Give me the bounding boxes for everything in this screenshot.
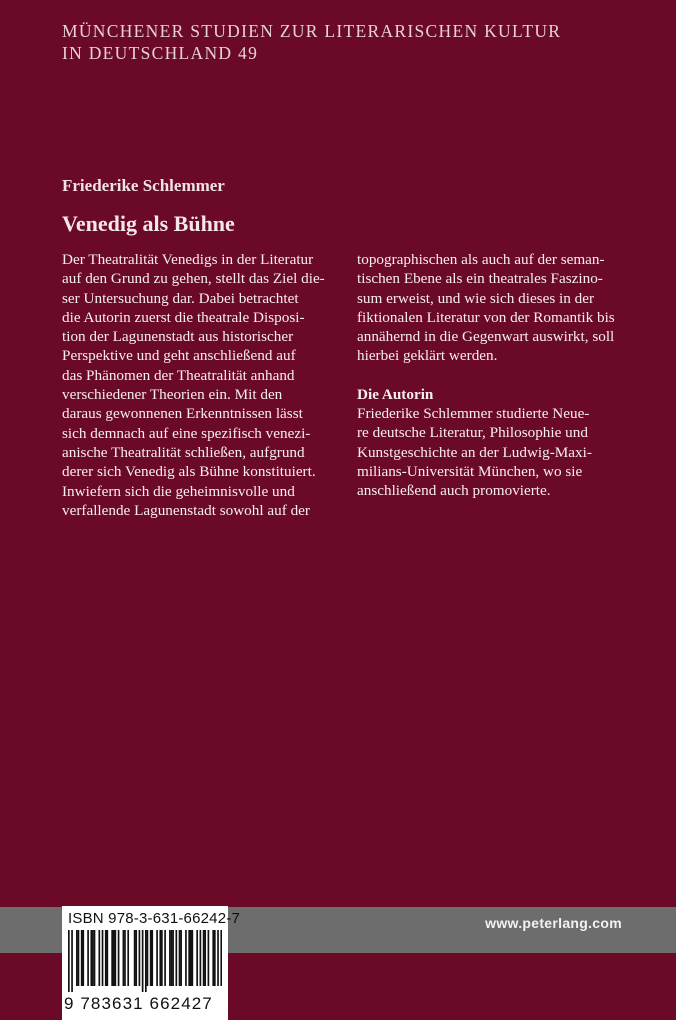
blurb-line: Perspektive und geht anschließend auf <box>62 347 296 365</box>
blurb-line: das Phänomen der Theatralität anhand <box>62 366 295 384</box>
blurb-line: anische Theatralität schließen, aufgrund <box>62 443 305 461</box>
author-bio-line: Friederike Schlemmer studierte Neue- <box>357 405 590 423</box>
author-bio-heading: Die Autorin <box>357 385 434 403</box>
author-bio-line: milians-Universität München, wo sie <box>357 462 583 480</box>
author-bio-line: Kunstgeschichte an der Ludwig-Maxi- <box>357 443 592 461</box>
author-bio-line: anschließend auch promovierte. <box>357 482 551 500</box>
blurb-line: sich demnach auf eine spezifisch venezi- <box>62 424 311 442</box>
blurb-line: derer sich Venedig als Bühne konstituiert. <box>62 463 316 481</box>
blurb-line: daraus gewonnenen Erkenntnissen lässt <box>62 405 303 423</box>
blurb-line: tion der Lagunenstadt aus historischer <box>62 328 294 346</box>
isbn-barcode <box>62 906 241 1020</box>
blurb-line: fiktionalen Literatur von der Romantik bis <box>357 308 615 326</box>
series-title <box>62 20 642 64</box>
blurb-line: auf den Grund zu gehen, stellt das Ziel die- <box>62 270 325 288</box>
blurb-right-column <box>357 250 637 501</box>
blurb-line: verschiedener Theorien ein. Mit den <box>62 386 283 404</box>
blurb-line: tischen Ebene als ein theatrales Faszino- <box>357 270 603 288</box>
series-title-line-1: MÜNCHENER STUDIEN ZUR LITERARISCHEN KULTUR <box>62 21 562 41</box>
blurb-line: Inwiefern sich die geheimnisvolle und <box>62 482 295 500</box>
author-bio-line: re deutsche Literatur, Philosophie und <box>357 424 588 442</box>
isbn-label: ISBN 978-3-631-66242-7 <box>68 910 241 927</box>
blurb-line: Der Theatralität Venedigs in der Literatur <box>62 251 314 268</box>
blurb-line: ser Untersuchung dar. Dabei betrachtet <box>62 289 299 307</box>
blurb-line: annähernd in die Gegenwart auswirkt, soll <box>357 328 615 346</box>
barcode-digits: 9 783631 662427 <box>64 994 213 1013</box>
book-title: Venedig als Bühne <box>62 211 235 236</box>
blurb-line: die Autorin zuerst die theatrale Disposi- <box>62 308 305 326</box>
barcode-icon <box>68 930 222 992</box>
publisher-url[interactable]: www.peterlang.com <box>485 915 622 931</box>
blurb-line: verfallende Lagunenstadt sowohl auf der <box>62 501 310 519</box>
blurb-line: hierbei geklärt werden. <box>357 347 498 365</box>
blurb-line: topographischen als auch auf der seman- <box>357 251 605 268</box>
series-title-line-2: IN DEUTSCHLAND 49 <box>62 43 259 63</box>
author-name: Friederike Schlemmer <box>62 176 225 195</box>
blurb-left-column <box>62 250 332 520</box>
blurb-line: sum erweist, und wie sich dieses in der <box>357 289 595 307</box>
